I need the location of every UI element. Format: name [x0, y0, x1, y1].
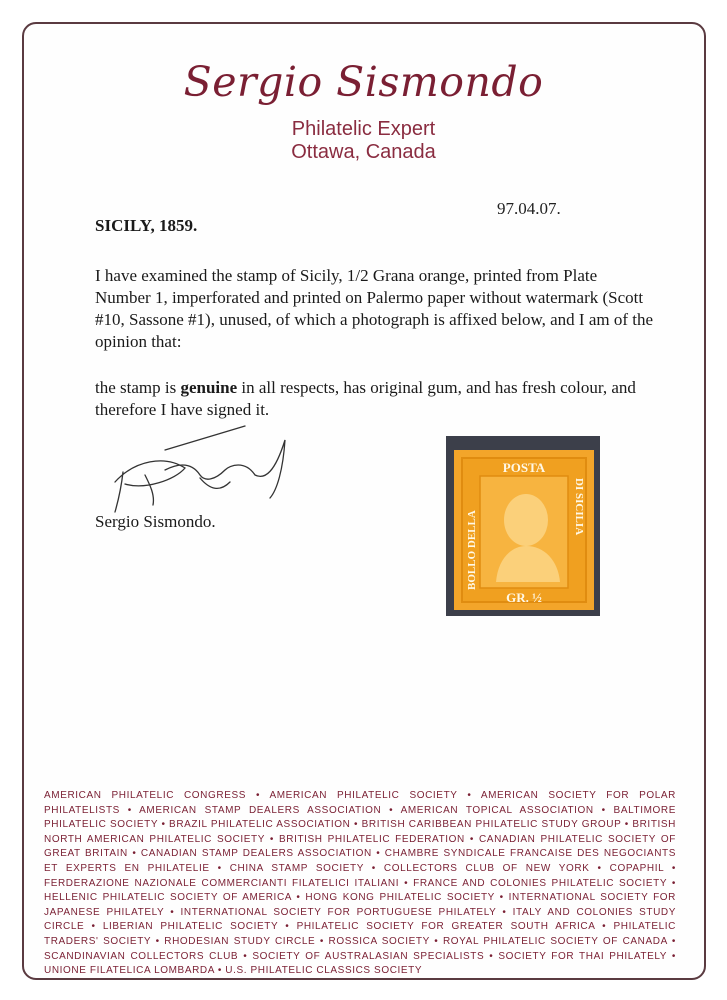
expert-name: Sergio Sismondo [183, 58, 544, 106]
expert-location: Ottawa, Canada [291, 141, 436, 163]
expert-title: Philatelic Expert [291, 118, 436, 140]
certificate-date: 97.04.07. [497, 199, 561, 218]
stamp-image [454, 450, 594, 610]
opinion-text-end: in all respects, has original gum, and has fresh colour, and therefore I have signed it. [95, 378, 636, 419]
stamp-value-text: GR. ½ [506, 590, 542, 605]
member-societies-list: AMERICAN PHILATELIC CONGRESS • AMERICAN PHILATELIC SOCIETY • AMERICAN SOCIETY FOR POLAR PHILATELISTS • AMERICAN STAMP DEALERS ASSOCIATION • AMERICAN TOPICAL ASSOCIATION • BALTIMORE PHILATELIC SOCIETY • BRAZIL PHILATELIC ASSOCIATION • BRITISH CARIBBEAN PHILATELIC STUDY GROUP • BRITISH NORTH AMERICAN PHILATELIC SOCIETY • BRITISH PHILATELIC FEDERATION • CANADIAN PHILATELIC SOCIETY OF GREAT BRITAIN • CANADIAN STAMP DEALERS ASSOCIATION • CHAMBRE SYNDICALE FRANCAISE DES NEGOCIANTS ET EXPERTS EN PHILATELIE • CHINA STAMP SOCIETY • COLLECTORS CLUB OF NEW YORK • COPAPHIL • FERDERAZIONE NAZIONALE COMMERCIANTI FILATELICI ITALIANI • FRANCE AND COLONIES PHILATELIC SOCIETY • HELLENIC PHILATELIC SOCIETY OF AMERICA • HONG KONG PHILATELIC SOCIETY • INTERNATIONAL SOCIETY FOR JAPANESE PHILATELY • INTERNATIONAL SOCIETY FOR PORTUGUESE PHILATELY • ITALY AND COLONIES STUDY CIRCLE • LIBERIAN PHILATELIC SOCIETY • PHILATELIC SOCIETY FOR GREATER SOUTH AFRICA • PHILATELIC TRADERS' SOCIETY • RHODESIAN STUDY CIRCLE • ROSSICA SOCIETY • ROYAL PHILATELIC SOCIETY OF CANADA • SCANDINAVIAN COLLECTORS CLUB • SOCIETY OF AUSTRALASIAN SPECIALISTS • SOCIETY FOR THAI PHILATELY • UNIONE FILATELICA LOMBARDA • U.S. PHILATELIC CLASSICS SOCIETY [44, 790, 676, 977]
signer-name: Sergio Sismondo. [95, 512, 216, 531]
stamp-top-text: POSTA [502, 460, 546, 475]
opinion-text-start: the stamp is [95, 378, 181, 397]
examination-paragraph: I have examined the stamp of Sicily, 1/2 Grana orange, printed from Plate Number 1, imperforated and printed on Palermo paper without watermark (Scott #10, Sassone #1), unused, of which a photograph is affixed below, and I am of the opinion that: [95, 266, 654, 351]
stamp-left-text: BOLLO DELLA [466, 510, 478, 590]
certificate-heading: SICILY, 1859. [95, 216, 198, 235]
opinion-paragraph [95, 377, 655, 421]
genuine-word: genuine [180, 378, 238, 397]
handwritten-signature [105, 420, 315, 520]
stamp-right-text: DI SICILIA [573, 478, 585, 536]
